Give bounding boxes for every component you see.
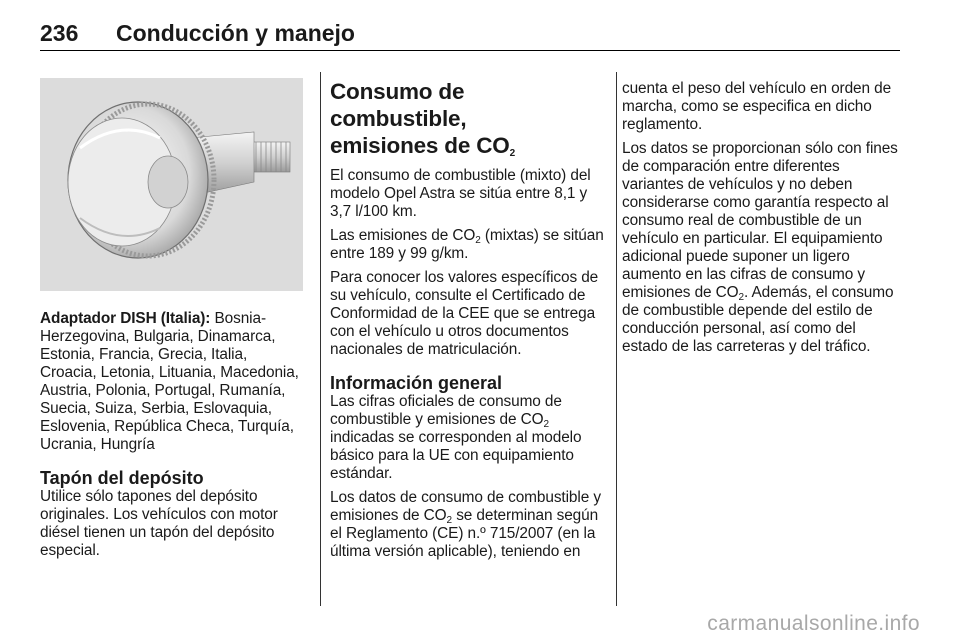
subscript: 2 — [446, 515, 453, 526]
paragraph — [622, 140, 902, 356]
column-left — [40, 78, 303, 566]
title-line-1: Consumo de combustible, — [330, 79, 467, 131]
watermark: carmanualsonline.info — [707, 612, 920, 635]
text-run: Los datos se proporcionan sólo con fines de comparación entre diferentes variantes de vehículos y no deben considerarse como garantía respecto al consumo real de combustible de un vehículo en particular. El equipamiento adicional puede suponer un ligero aumento en las cifras de consumo y emisiones de CO — [622, 140, 898, 301]
paragraph: cuenta el peso del vehículo en orden de marcha, como se especifica en dicho reglamento. — [622, 80, 892, 133]
caption-label: Adaptador DISH (Italia): — [40, 310, 211, 327]
subscript: 2 — [509, 148, 515, 159]
text-run: Las cifras oficiales de consumo de combustible y emisiones de CO — [330, 393, 562, 428]
text-run: Los datos de consumo de combustible y emisiones de CO — [330, 489, 601, 524]
subscript: 2 — [543, 419, 549, 430]
text-run: . Además, el consumo de combustible depende del estilo de conducción personal, así como del estado de las carreteras y del tráfico. — [622, 284, 894, 355]
subscript: 2 — [475, 235, 481, 246]
paragraph — [330, 489, 605, 561]
column-middle — [330, 78, 605, 567]
paragraph: El consumo de combustible (mixto) del modelo Opel Astra se sitúa entre 8,1 y 3,7 l/100 km. — [330, 167, 591, 220]
paragraph — [330, 227, 605, 263]
figure-caption — [40, 310, 303, 454]
text-run: Las emisiones de CO — [330, 227, 476, 244]
page-header — [40, 16, 900, 51]
text-run: indicadas se corresponden al modelo básico para la UE con equipamiento estándar. — [330, 429, 582, 482]
section-heading: Información general — [330, 373, 503, 393]
dish-adapter-illustration — [40, 78, 303, 291]
paragraph: Utilice sólo tapones del depósito originales. Los vehículos con motor diésel tienen un tapón del depósito especial. — [40, 488, 278, 559]
page-number: 236 — [40, 20, 79, 46]
column-divider — [616, 72, 617, 606]
column-right — [622, 80, 902, 362]
column-divider — [320, 72, 321, 606]
subscript: 2 — [738, 292, 745, 303]
paragraph — [330, 393, 605, 483]
section-title — [330, 78, 605, 159]
text-run: (mixtas) se sitúan entre 189 y 99 g/km. — [330, 227, 604, 262]
section-heading: Tapón del depósito — [40, 468, 204, 488]
paragraph: Para conocer los valores específicos de su vehículo, consulte el Certificado de Conformidad de la CEE que se entrega con el vehículo u otros documentos nacionales de matriculación. — [330, 269, 599, 358]
page-title: Conducción y manejo — [116, 20, 355, 46]
caption-text: Bosnia-Herzegovina, Bulgaria, Dinamarca, Estonia, Francia, Grecia, Italia, Croacia, Letonia, Lituania, Macedonia, Austria, Polonia, Portugal, Rumanía, Suecia, Suiza, Serbia, Eslovaquia, Eslovenia, República Checa, Turquía, Ucrania, Hungría — [40, 310, 299, 453]
text-run: se determinan según el Reglamento (CE) n.º 715/2007 (en la última versión aplicable), teniendo en — [330, 507, 599, 560]
adapter-drawing — [40, 78, 303, 291]
title-line-2: emisiones de CO — [330, 133, 510, 158]
